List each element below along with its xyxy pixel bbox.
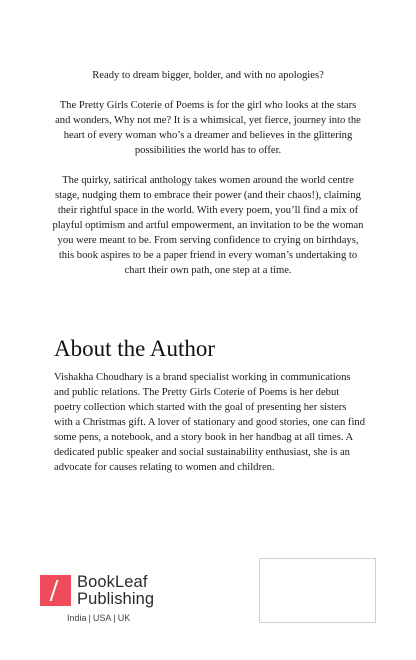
logo-slash-icon bbox=[50, 580, 59, 601]
book-blurb bbox=[52, 68, 364, 293]
region-usa: USA bbox=[92, 613, 112, 623]
region-separator: | bbox=[88, 613, 91, 623]
region-india: India bbox=[67, 613, 87, 623]
logo-name-line1: BookLeaf bbox=[77, 573, 148, 591]
region-separator: | bbox=[113, 613, 116, 623]
region-uk: UK bbox=[117, 613, 131, 623]
blurb-paragraph-3: The quirky, satirical anthology takes women around the world centre stage, nudging them to embrace their power (and their chaos!), claiming their rightful space in the world. With every poem, you’ll find a mix of playful optimism and artful empowerment, an invitation to be the woman you were meant to be. From serving confidence to crying on birthdays, this book aspires to be a paper friend in every woman’s undertaking to chart their own path, one step at a time. bbox=[52, 175, 364, 276]
bookleaf-publishing-logo bbox=[40, 575, 180, 625]
logo-regions bbox=[67, 613, 130, 623]
about-author-heading: About the Author bbox=[54, 336, 215, 361]
about-author-body: Vishakha Choudhary is a brand specialist working in communications and public relations. The Pretty Girls Coterie of Poems is her debut poetry collection which started with the goal of presenting her sisters with a Christmas gift. A lover of stationary and good stories, one can find some pens, a notebook, and a story book in her handbag at all times. A dedicated public speaker and social sustainability enthusiast, she is an advocate for causes relating to women and children. bbox=[54, 372, 365, 473]
blurb-paragraph-1: Ready to dream bigger, bolder, and with no apologies? bbox=[92, 70, 324, 81]
logo-mark-icon bbox=[40, 575, 71, 606]
blurb-paragraph-2: The Pretty Girls Coterie of Poems is for the girl who looks at the stars and wonders, Why not me? It is a whimsical, yet fierce, journey into the heart of every woman who’s a dreamer and believes in the glittering possibilities the world has to offer. bbox=[55, 100, 361, 156]
logo-name-line2: Publishing bbox=[77, 590, 155, 608]
barcode-placeholder-box bbox=[259, 558, 376, 623]
